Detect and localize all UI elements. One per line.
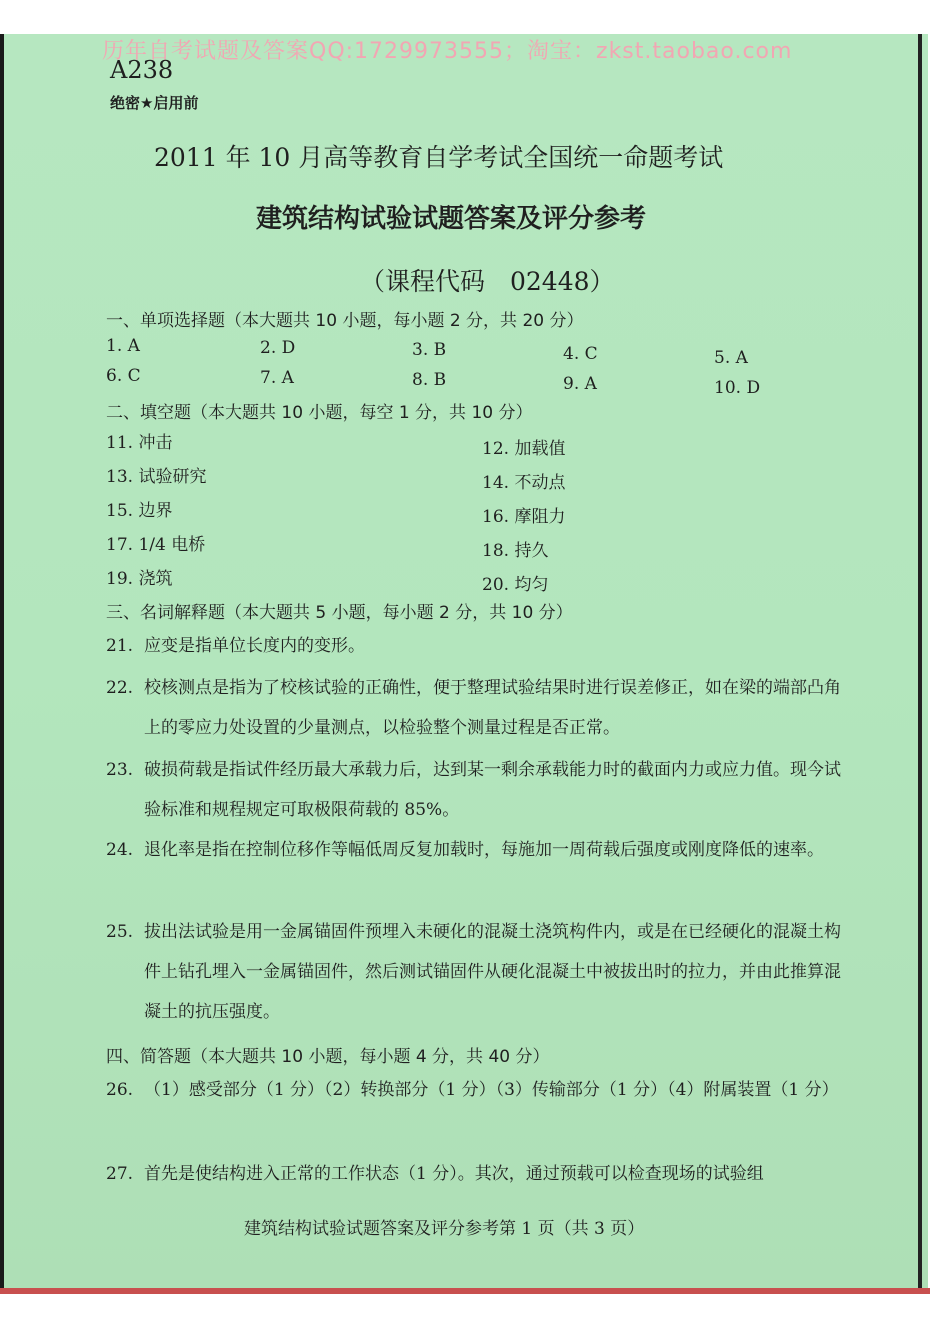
definition-item — [106, 668, 846, 748]
choice-answer: 9. A — [563, 374, 597, 394]
document-title: 建筑结构试验试题答案及评分参考 — [256, 204, 647, 234]
fill-answer: 17. 1/4 电桥 — [106, 535, 206, 555]
course-code: （课程代码 02448） — [360, 267, 615, 296]
fill-answer: 16. 摩阻力 — [482, 507, 566, 527]
paper-edge — [918, 34, 922, 1290]
confidential-label: 绝密★启用前 — [110, 94, 199, 112]
fill-answer: 19. 浇筑 — [106, 569, 173, 589]
definition-item — [106, 912, 846, 1032]
item-text: 拔出法试验是用一金属锚固件预埋入未硬化的混凝土浇筑构件内，或是在已经硬化的混凝土构件上钻孔埋入一金属锚固件，然后测试锚固件从硬化混凝土中被拔出时的拉力，并由此推算混凝土的抗压强度。 — [144, 922, 841, 1022]
definition-item — [106, 750, 846, 830]
section1-heading: 一、单项选择题（本大题共 10 小题，每小题 2 分，共 20 分） — [106, 311, 584, 331]
choice-answer: 3. B — [412, 340, 447, 360]
paper-code: A238 — [110, 56, 174, 84]
short-answer-item — [106, 1154, 846, 1194]
definition-item — [106, 626, 846, 666]
page-footer: 建筑结构试验试题答案及评分参考第 1 页（共 3 页） — [244, 1219, 645, 1239]
paper-bottom-edge — [0, 1288, 930, 1294]
fill-answer: 15. 边界 — [106, 501, 173, 521]
choice-answer: 5. A — [714, 348, 748, 368]
watermark-text: 历年自考试题及答案QQ:1729973555；淘宝：zkst.taobao.com — [102, 39, 793, 64]
fill-answer: 14. 不动点 — [482, 473, 566, 493]
item-number: 27. — [106, 1164, 134, 1184]
item-number: 21. — [106, 636, 134, 656]
item-text: 应变是指单位长度内的变形。 — [144, 636, 365, 656]
definition-item — [106, 830, 846, 870]
choice-answer: 2. D — [260, 338, 296, 358]
fill-answer: 20. 均匀 — [482, 575, 549, 595]
exam-title: 2011 年 10 月高等教育自学考试全国统一命题考试 — [154, 143, 724, 172]
item-text: 校核测点是指为了校核试验的正确性，便于整理试验结果时进行误差修正，如在梁的端部凸角上的零应力处设置的少量测点，以检验整个测量过程是否正常。 — [144, 678, 841, 738]
section2-heading: 二、填空题（本大题共 10 小题，每空 1 分，共 10 分） — [106, 403, 533, 423]
choice-answer: 7. A — [260, 368, 294, 388]
fill-answer: 12. 加载值 — [482, 439, 566, 459]
choice-answer: 10. D — [714, 378, 761, 398]
fill-answer: 18. 持久 — [482, 541, 549, 561]
section4-heading: 四、简答题（本大题共 10 小题，每小题 4 分，共 40 分） — [106, 1047, 550, 1067]
item-number: 24. — [106, 840, 134, 860]
item-text: 破损荷载是指试件经历最大承载力后，达到某一剩余承载能力时的截面内力或应力值。现今试验标准和规程规定可取极限荷载的 85%。 — [144, 760, 841, 820]
item-number: 22. — [106, 678, 134, 698]
choice-answer: 6. C — [106, 366, 141, 386]
item-text: （1）感受部分（1 分）（2）转换部分（1 分）（3）传输部分（1 分）（4）附属装置（1 分） — [144, 1080, 839, 1100]
short-answer-item — [106, 1070, 846, 1110]
fill-answer: 13. 试验研究 — [106, 467, 207, 487]
fill-answer: 11. 冲击 — [106, 433, 173, 453]
section3-heading: 三、名词解释题（本大题共 5 小题，每小题 2 分，共 10 分） — [106, 603, 573, 623]
choice-answer: 8. B — [412, 370, 447, 390]
item-number: 23. — [106, 760, 134, 780]
choice-answer: 4. C — [563, 344, 598, 364]
item-text: 退化率是指在控制位移作等幅低周反复加载时，每施加一周荷载后强度或刚度降低的速率。 — [144, 840, 824, 860]
item-text: 首先是使结构进入正常的工作状态（1 分）。其次，通过预载可以检查现场的试验组 — [144, 1164, 764, 1184]
choice-answer: 1. A — [106, 336, 140, 356]
item-number: 25. — [106, 922, 134, 942]
item-number: 26. — [106, 1080, 134, 1100]
